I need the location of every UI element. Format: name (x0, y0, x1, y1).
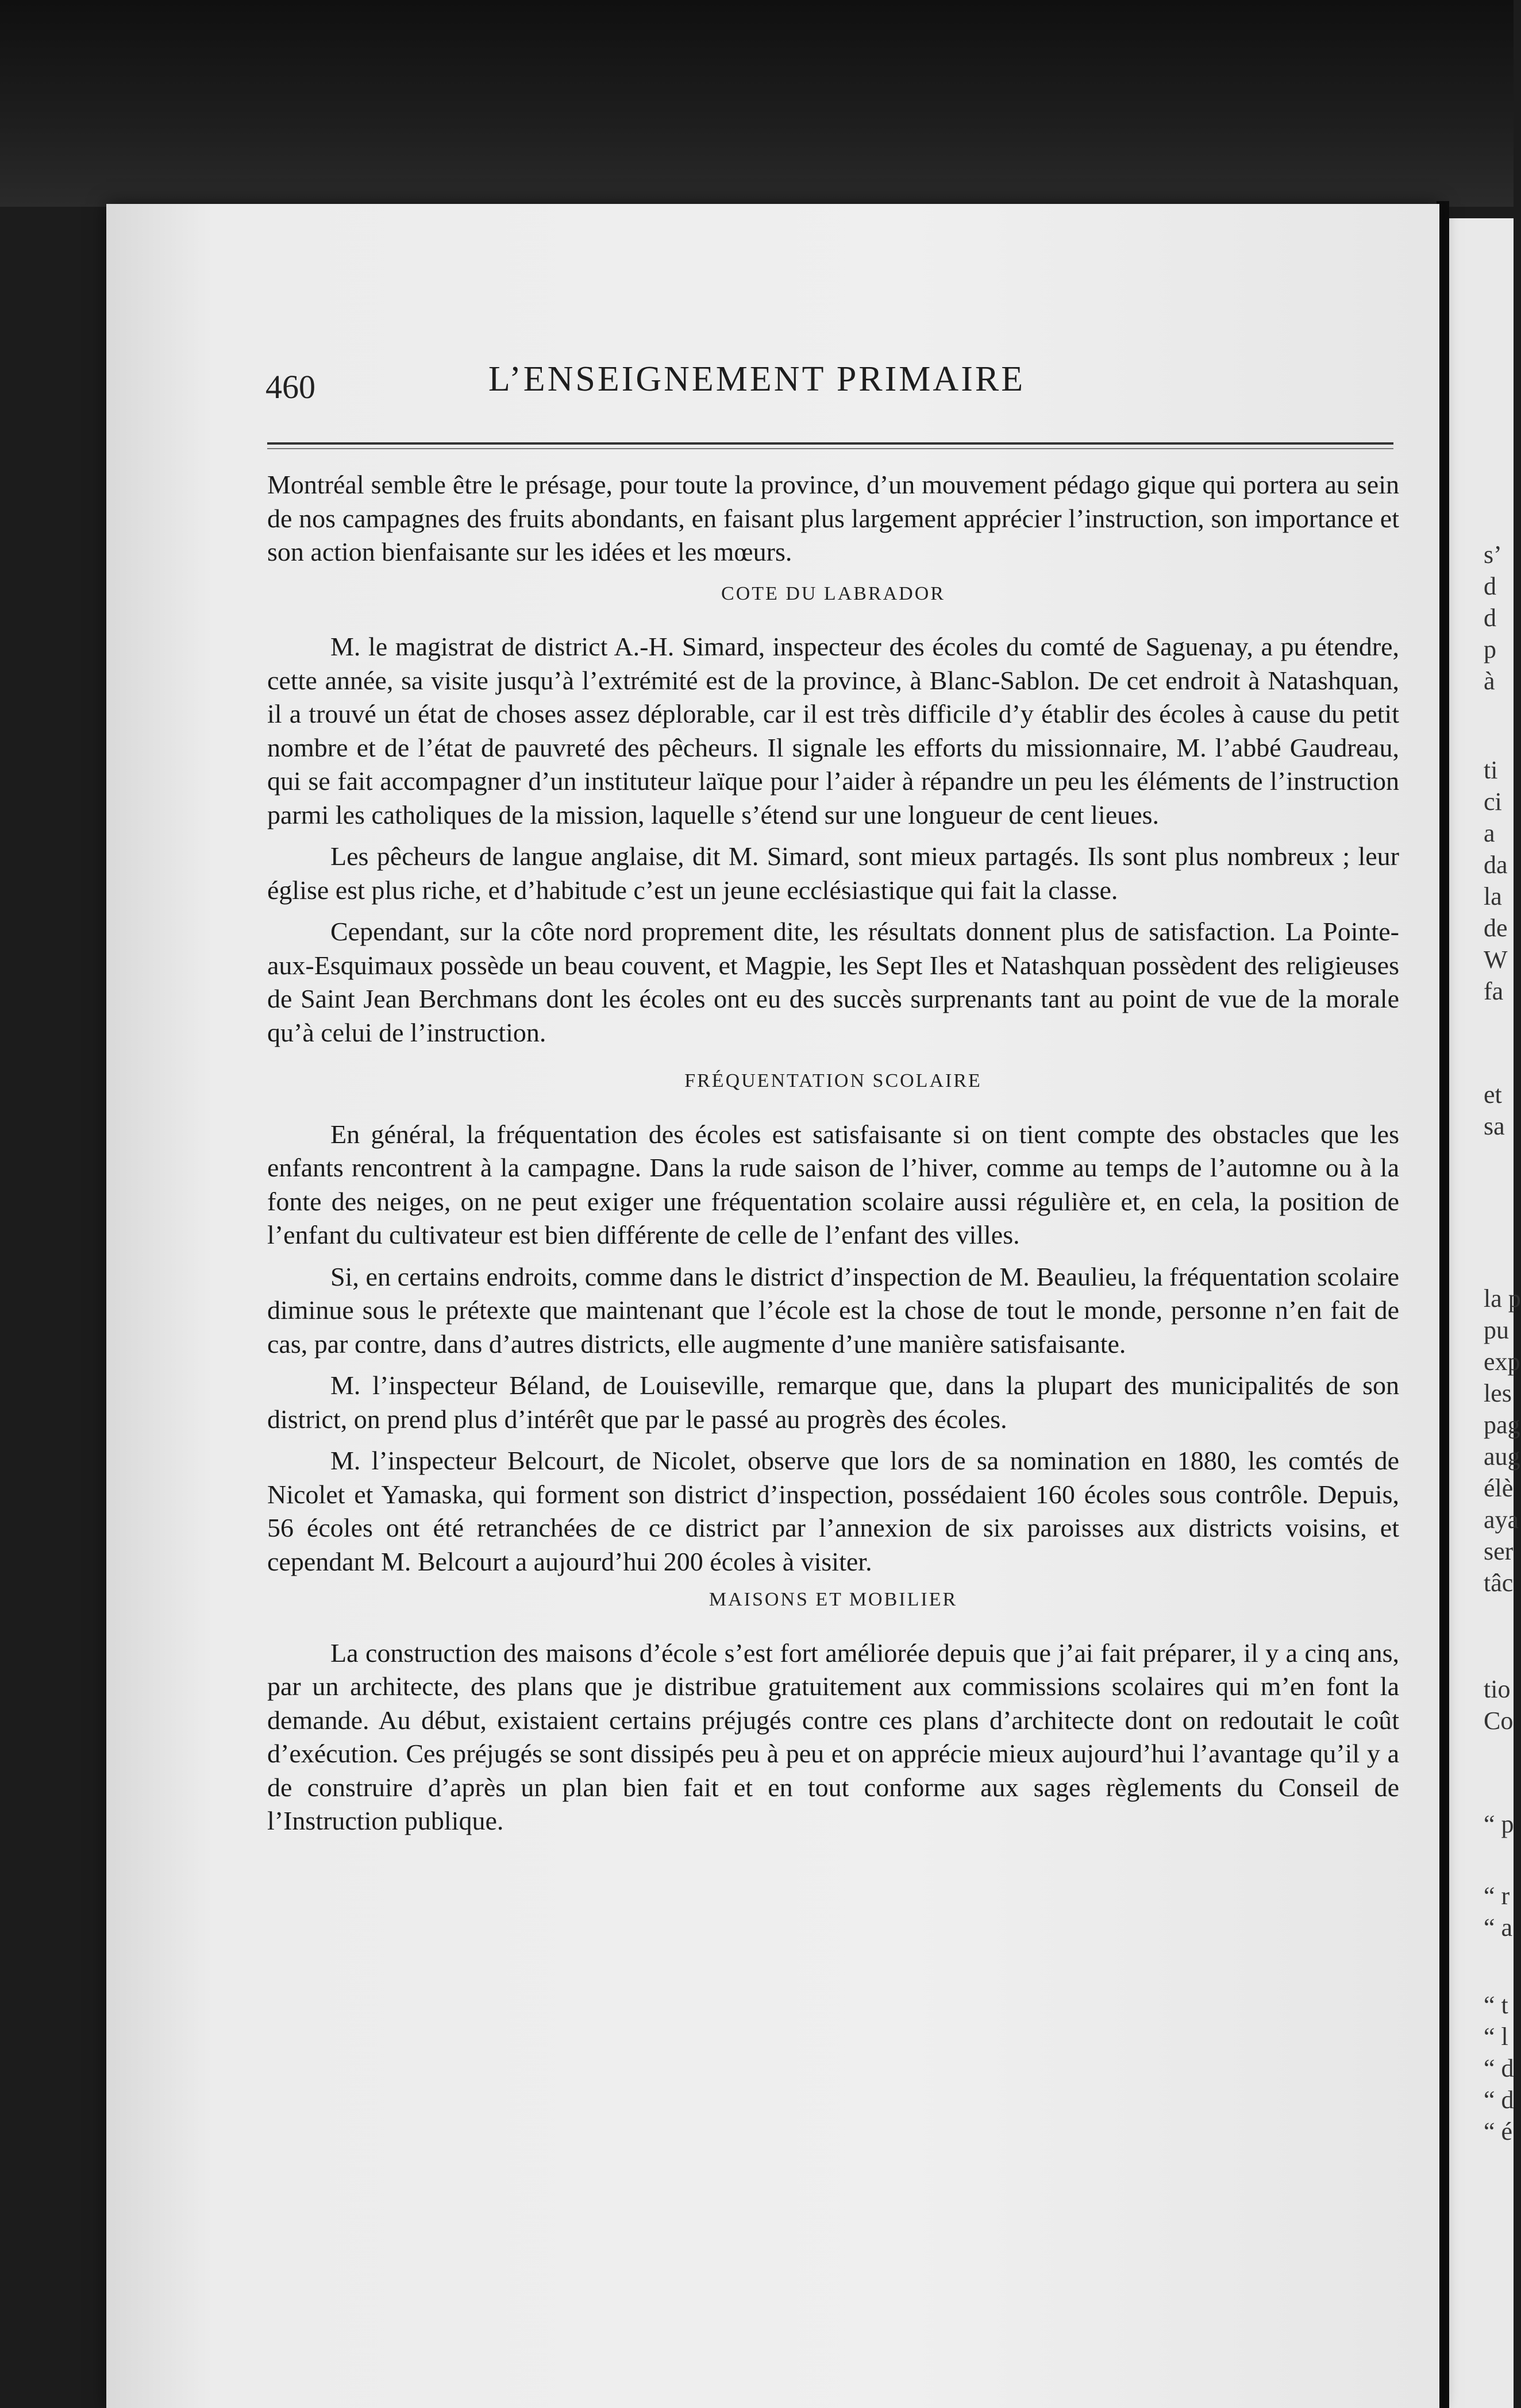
section-heading-maisons: MAISONS ET MOBILIER (708, 1589, 958, 1610)
paragraph: Les pêcheurs de langue anglaise, dit M. Simard, sont mieux partagés. Ils sont plus nombreux ; leur église est plus riche, et d’habitude c’est un jeune ecclésiastique qui fait la classe. (267, 842, 1399, 905)
adjacent-page-text: la (1484, 882, 1502, 910)
paragraph: Cependant, sur la côte nord proprement dite, les résultats donnent plus de satisfaction. La Pointe-aux-Esquimaux possède un beau couvent, et Magpie, les Sept Iles et Natashquan possèdent des religieuses de Saint Jean Berchmans dont les écoles ont eu des succès surprenants tant au point de vue de la morale qu’à celui de l’instruction. (267, 917, 1399, 1047)
adjacent-page-text: ci (1484, 788, 1502, 816)
adjacent-page-text: da (1484, 851, 1508, 879)
intro-paragraph: Montréal semble être le présage, pour toute la province, d’un mouvement pédago gique qui portera au sein de nos campagnes des fruits abondants, en faisant plus largement apprécier l’instruction, son importance et son action bienfaisante sur les idées et les mœurs. (267, 470, 1399, 566)
adjacent-page-text: “ é (1484, 2117, 1513, 2145)
paragraph: M. le magistrat de district A.-H. Simard, inspecteur des écoles du comté de Saguenay, a pu étendre, cette année, sa visite jusqu’à l’extrémité est de la province, à Blanc-Sablon. De cet endroit à Natashquan, il a trouvé un état de choses assez déplorable, car il est très difficile d’y établir des écoles à cause du petit nombre et de l’état de pauvreté des pêcheurs. Il signale les efforts du missionnaire, M. l’abbé Gaudreau, qui se fait accompagner d’un instituteur laïque pour l’aider à répandre un peu les éléments de l’instruction parmi les catholiques de la mission, laquelle s’étend sur une longueur de cent lieues. (267, 632, 1399, 829)
adjacent-page-text: ser (1484, 1537, 1514, 1565)
adjacent-page-text: p (1484, 635, 1496, 663)
page-body (267, 468, 1399, 1838)
adjacent-page-text: exp (1484, 1348, 1520, 1376)
microfilm-border (0, 0, 1514, 207)
section-heading-labrador: COTE DU LABRADOR (721, 582, 945, 604)
paragraph: En général, la fréquentation des écoles est satisfaisante si on tient compte des obstacles que les enfants rencontrent à la campagne. Dans la rude saison de l’hiver, comme au temps de l’automne ou à la fonte des neiges, on ne peut exiger une fréquentation scolaire aussi régulière et, en cela, la position de l’enfant du cultivateur est bien différente de celle de l’enfant des villes. (267, 1119, 1399, 1249)
adjacent-page-text: tio (1484, 1675, 1511, 1703)
adjacent-page-text: sa (1484, 1112, 1505, 1140)
adjacent-page-text: Co (1484, 1707, 1514, 1735)
adjacent-page-text: aug (1484, 1442, 1520, 1471)
adjacent-page-text: pag (1484, 1411, 1520, 1439)
adjacent-page-text: “ a (1484, 1913, 1513, 1942)
adjacent-page-text: et (1484, 1080, 1502, 1109)
adjacent-page-text: de (1484, 914, 1508, 942)
page-number: 460 (265, 368, 315, 406)
adjacent-page-text: “ l (1484, 2023, 1508, 2051)
adjacent-page-text: W (1484, 946, 1508, 974)
section-heading-frequentation: FRÉQUENTATION SCOLAIRE (684, 1070, 982, 1091)
adjacent-page-text: pu (1484, 1316, 1509, 1344)
adjacent-page-text: la p (1484, 1284, 1521, 1313)
paragraph: M. l’inspecteur Belcourt, de Nicolet, observe que lors de sa nomination en 1880, les comtés de Nicolet et Yamaska, qui forment son district d’inspection, possédaient 160 écoles sous contrôle. Depuis, 56 écoles ont été retranchées de ce district par l’annexion de six paroisses aux districts voisins, et cependant M. Belcourt a aujourd’hui 200 écoles à visiter. (267, 1446, 1399, 1576)
header-rule-thin (267, 448, 1393, 449)
adjacent-page-text: “ p (1484, 1810, 1514, 1838)
adjacent-page-text: ti (1484, 756, 1498, 784)
adjacent-page-text: s’ (1484, 541, 1502, 569)
adjacent-page-text: d (1484, 572, 1496, 600)
adjacent-page-text: d (1484, 604, 1496, 632)
adjacent-page-text: les (1484, 1379, 1512, 1407)
adjacent-page-text: fa (1484, 977, 1504, 1005)
adjacent-page-text: tâc (1484, 1569, 1514, 1597)
adjacent-page-text: élè (1484, 1474, 1514, 1502)
paragraph: Si, en certains endroits, comme dans le district d’inspection de M. Beaulieu, la fréquentation scolaire diminue sous le prétexte que maintenant que l’école est la chose de tout le monde, personne n’en fait de cas, par contre, dans d’autres districts, elle augmente d’une manière satisfaisante. (267, 1261, 1399, 1359)
adjacent-page-text: “ d (1484, 2054, 1514, 2082)
adjacent-page-text: “ d (1484, 2086, 1514, 2114)
adjacent-page-text: aya (1484, 1506, 1519, 1534)
adjacent-page-text: “ t (1484, 1991, 1508, 2019)
paragraph: M. l’inspecteur Béland, de Louiseville, remarque que, dans la plupart des municipalités de son district, on prend plus d’intérêt que par le passé au progrès des écoles. (267, 1371, 1399, 1434)
paragraph: La construction des maisons d’école s’est fort améliorée depuis que j’ai fait préparer, il y a cinq ans, par un architecte, des plans que je distribue gratuitement aux commissions scolaires qui m’en font la demande. Au début, existaient certains préjugés contre ces plans d’architecte dont on redoutait le coût d’exécution. Ces préjugés se sont dissipés peu à peu et on apprécie mieux aujourd’hui l’avantage qu’il y a de construire d’après un plan bien fait et en tout conforme aux sages règlements du Conseil de l’Instruction publique. (267, 1638, 1399, 1835)
adjacent-page-text: à (1484, 667, 1495, 695)
adjacent-page-text: a (1484, 819, 1495, 847)
adjacent-page-text: “ r (1484, 1882, 1510, 1910)
running-head: L’ENSEIGNEMENT PRIMAIRE (488, 360, 1026, 399)
adjacent-page-fragment (1449, 218, 1521, 2408)
header-rule (267, 442, 1393, 445)
